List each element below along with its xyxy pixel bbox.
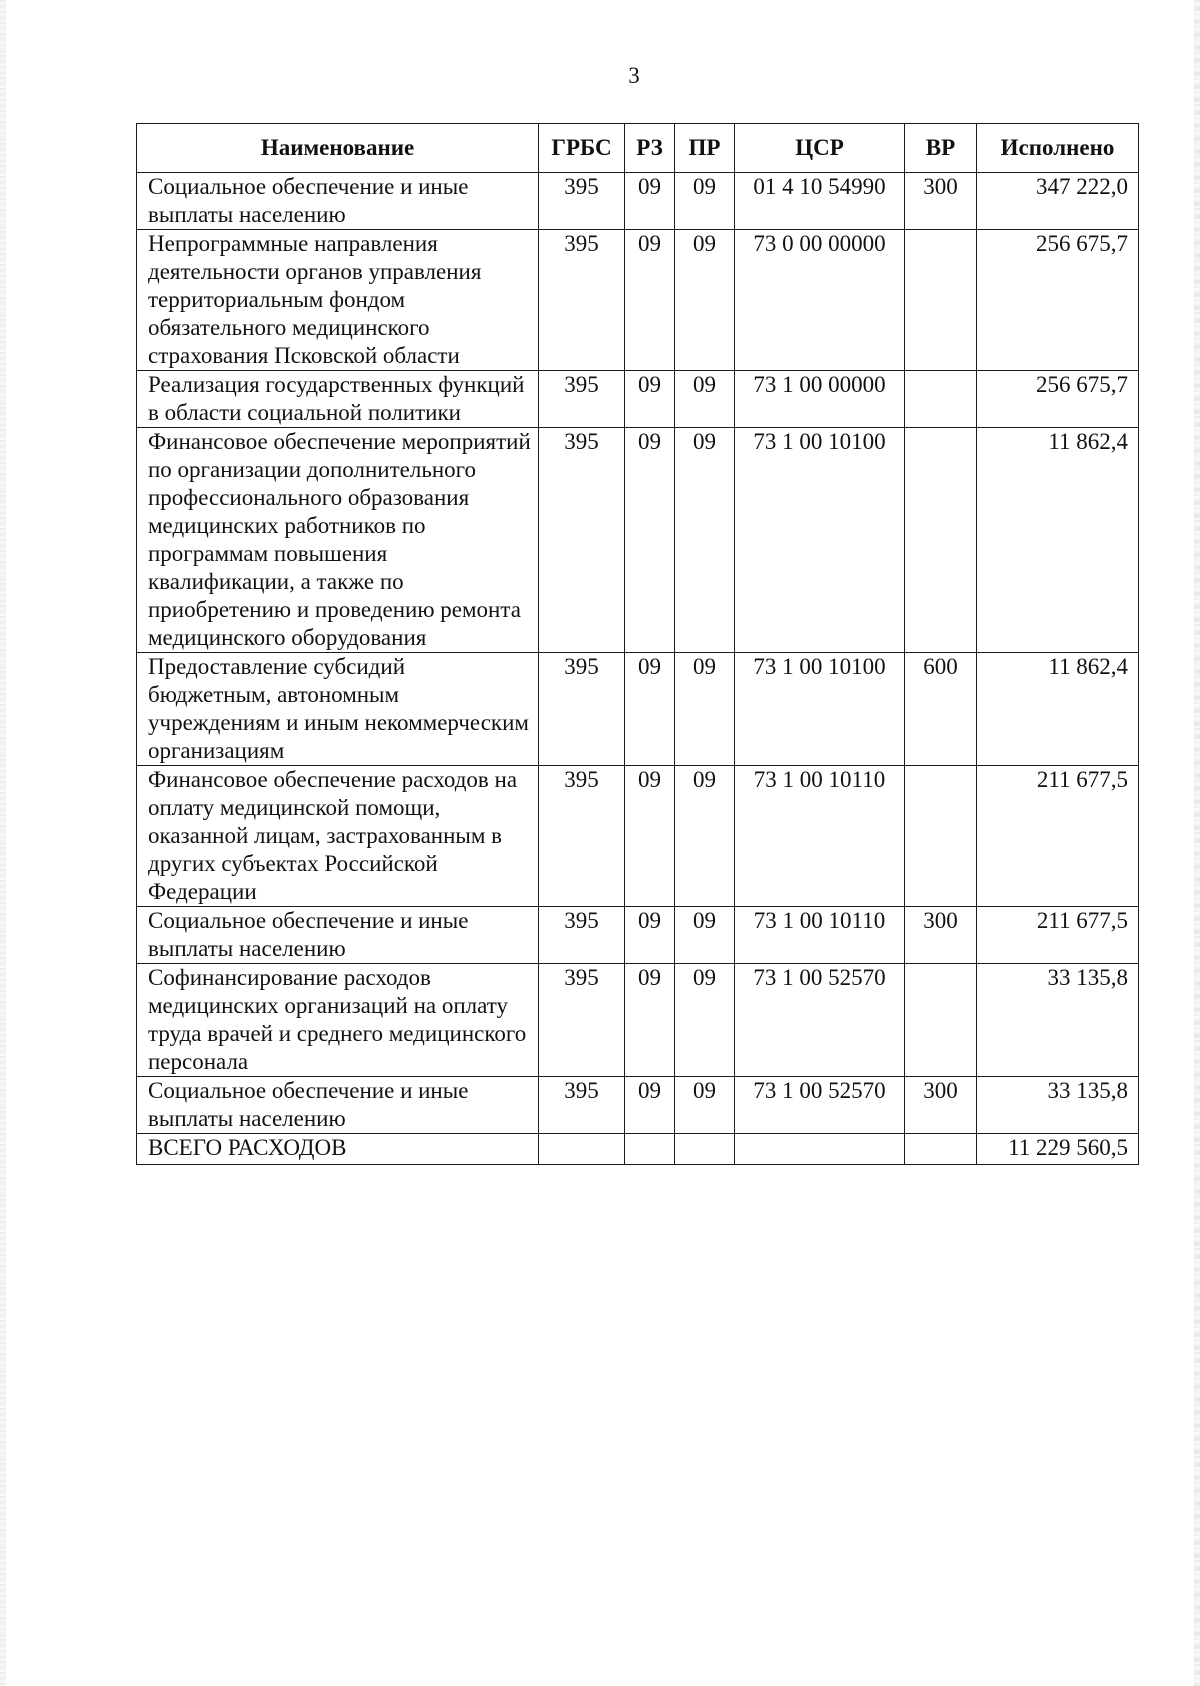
header-row [137,124,1139,173]
total-empty-csr [735,1134,905,1165]
cell-executed: 11 862,4 [977,428,1139,653]
table-row [137,766,1139,907]
table-row [137,653,1139,766]
cell-name: Социальное обеспечение и иные выплаты населению [137,907,539,964]
cell-vr [905,766,977,907]
cell-name: Предоставление субсидий бюджетным, автономным учреждениям и иным некоммерческим организациям [137,653,539,766]
cell-pr: 09 [675,964,735,1077]
header-csr: ЦСР [735,124,905,173]
table-row [137,964,1139,1077]
cell-pr: 09 [675,653,735,766]
cell-grbs: 395 [539,766,625,907]
cell-csr: 01 4 10 54990 [735,173,905,230]
total-empty-pr [675,1134,735,1165]
cell-grbs: 395 [539,428,625,653]
cell-grbs: 395 [539,653,625,766]
cell-vr [905,428,977,653]
cell-executed: 211 677,5 [977,907,1139,964]
cell-executed: 256 675,7 [977,371,1139,428]
cell-rz: 09 [625,428,675,653]
cell-executed: 256 675,7 [977,230,1139,371]
cell-pr: 09 [675,173,735,230]
cell-rz: 09 [625,230,675,371]
cell-grbs: 395 [539,1077,625,1134]
cell-vr: 300 [905,907,977,964]
cell-pr: 09 [675,371,735,428]
cell-csr: 73 1 00 10100 [735,653,905,766]
cell-vr: 300 [905,173,977,230]
cell-csr: 73 1 00 10110 [735,766,905,907]
cell-csr: 73 1 00 00000 [735,371,905,428]
table-row [137,907,1139,964]
page-number: 3 [628,63,640,88]
cell-vr [905,964,977,1077]
cell-rz: 09 [625,371,675,428]
cell-name: Социальное обеспечение и иные выплаты населению [137,1077,539,1134]
total-row [137,1134,1139,1165]
cell-rz: 09 [625,653,675,766]
table-body [137,173,1139,1165]
cell-pr: 09 [675,1077,735,1134]
scan-edge-right [1194,0,1200,1686]
header-vr: ВР [905,124,977,173]
table-row [137,371,1139,428]
table-header [137,124,1139,173]
header-pr: ПР [675,124,735,173]
cell-name: Финансовое обеспечение мероприятий по организации дополнительного профессионального образования медицинских работников по программам повышения квалификации, а также по приобретению и проведению ремонта медицинского оборудования [137,428,539,653]
cell-rz: 09 [625,766,675,907]
cell-rz: 09 [625,907,675,964]
cell-pr: 09 [675,907,735,964]
total-empty-vr [905,1134,977,1165]
cell-grbs: 395 [539,173,625,230]
cell-name: Софинансирование расходов медицинских организаций на оплату труда врачей и среднего медицинского персонала [137,964,539,1077]
cell-name: Социальное обеспечение и иные выплаты населению [137,173,539,230]
total-empty-grbs [539,1134,625,1165]
cell-name: Непрограммные направления деятельности органов управления территориальным фондом обязательного медицинского страхования Псковской области [137,230,539,371]
cell-rz: 09 [625,1077,675,1134]
header-grbs: ГРБС [539,124,625,173]
cell-executed: 33 135,8 [977,1077,1139,1134]
cell-executed: 11 862,4 [977,653,1139,766]
cell-csr: 73 1 00 52570 [735,1077,905,1134]
header-executed: Исполнено [977,124,1139,173]
cell-grbs: 395 [539,230,625,371]
cell-csr: 73 1 00 10110 [735,907,905,964]
cell-executed: 347 222,0 [977,173,1139,230]
scan-edge-left [0,0,6,1686]
cell-vr: 300 [905,1077,977,1134]
cell-name: Финансовое обеспечение расходов на оплату медицинской помощи, оказанной лицам, застрахованным в других субъектах Российской Федерации [137,766,539,907]
table-row [137,230,1139,371]
cell-pr: 09 [675,230,735,371]
cell-pr: 09 [675,766,735,907]
table-row [137,173,1139,230]
cell-rz: 09 [625,964,675,1077]
cell-executed: 33 135,8 [977,964,1139,1077]
total-label: ВСЕГО РАСХОДОВ [137,1134,539,1165]
cell-csr: 73 1 00 52570 [735,964,905,1077]
table-row [137,428,1139,653]
header-rz: РЗ [625,124,675,173]
cell-grbs: 395 [539,907,625,964]
cell-vr [905,371,977,428]
cell-csr: 73 0 00 00000 [735,230,905,371]
cell-vr: 600 [905,653,977,766]
total-executed: 11 229 560,5 [977,1134,1139,1165]
cell-grbs: 395 [539,964,625,1077]
cell-vr [905,230,977,371]
cell-name: Реализация государственных функций в области социальной политики [137,371,539,428]
cell-csr: 73 1 00 10100 [735,428,905,653]
cell-executed: 211 677,5 [977,766,1139,907]
total-empty-rz [625,1134,675,1165]
table-row [137,1077,1139,1134]
expenditure-table [136,123,1139,1165]
cell-pr: 09 [675,428,735,653]
cell-rz: 09 [625,173,675,230]
header-name: Наименование [137,124,539,173]
cell-grbs: 395 [539,371,625,428]
